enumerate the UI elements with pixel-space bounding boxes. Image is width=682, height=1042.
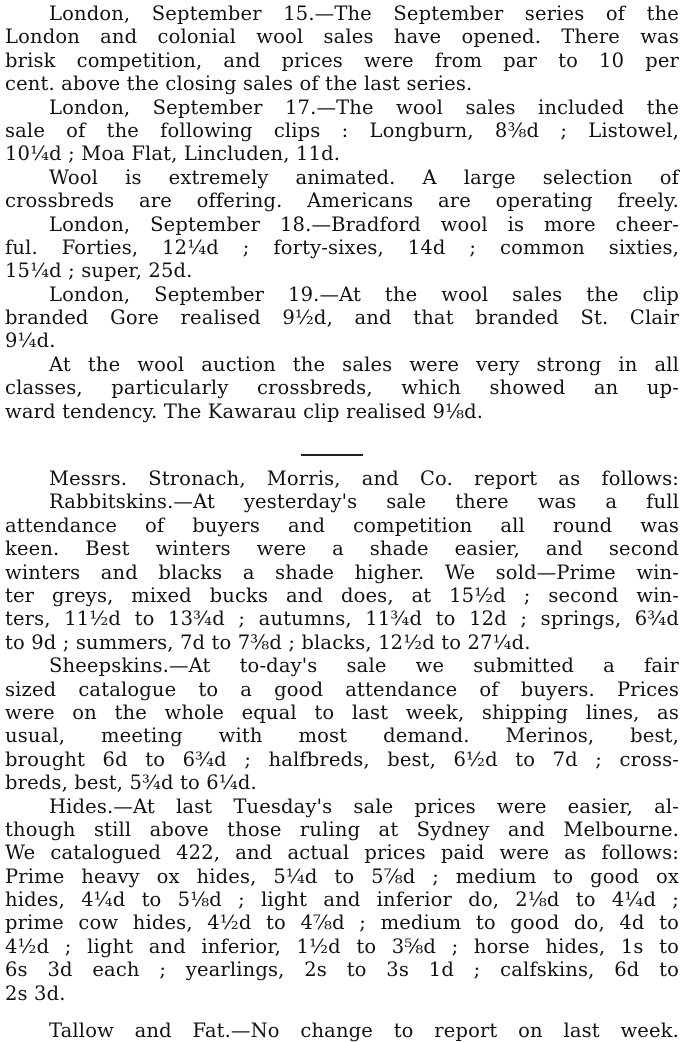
text-line: usual, meeting with most demand. Merinos, best,	[5, 724, 679, 748]
paragraph-sheepskins	[5, 654, 679, 794]
spacer	[5, 1005, 679, 1019]
text-line: winters and blacks a shade higher. We sold—Prime win-	[5, 560, 679, 584]
text-line: brought 6d to 6¾d ; halfbreds, best, 6½d to 7d ; cross-	[5, 747, 679, 771]
text-line: 10¼d ; Moa Flat, Lincluden, 11d.	[5, 142, 341, 166]
paragraph-wool-auction	[5, 353, 679, 423]
paragraph-hides	[5, 795, 679, 1006]
text-line: Rabbitskins.—At yesterday's sale there was a full	[49, 490, 679, 514]
text-line: attendance of buyers and competition all round was	[5, 513, 679, 537]
text-line: Prime heavy ox hides, 5¼d to 5⅞d ; medium to good ox	[5, 864, 679, 888]
text-line: Tallow and Fat.—No change to report on last week.	[49, 1019, 679, 1042]
text-line: Sheepskins.—At to-day's sale we submitted a fair	[49, 654, 679, 678]
text-line: Hides.—At last Tuesday's sale prices were easier, al-	[49, 794, 679, 818]
text-line: London, September 18.—Bradford wool is more cheer-	[49, 212, 679, 236]
paragraph-rabbitskins	[5, 490, 679, 654]
text-line: cent. above the closing sales of the last series.	[5, 72, 473, 96]
divider-rule	[301, 454, 363, 456]
text-line: 15¼d ; super, 25d.	[5, 259, 193, 283]
text-line: London, September 15.—The September series of the	[49, 2, 679, 25]
paragraph-bradford-sept-18	[5, 213, 679, 283]
text-line: 2s 3d.	[5, 981, 66, 1005]
text-line: hides, 4¼d to 5⅛d ; light and inferior do, 2⅛d to 4¼d ;	[5, 888, 679, 912]
section-divider	[5, 443, 679, 467]
paragraph-wool-sept-17	[5, 96, 679, 166]
text-line: brisk competition, and prices were from par to 10 per	[5, 48, 679, 72]
text-line: 9¼d.	[5, 329, 56, 353]
paragraph-tallow-and-fat	[5, 1019, 679, 1042]
text-line: sized catalogue to a good attendance of buyers. Prices	[5, 677, 679, 701]
text-line: were on the whole equal to last week, shipping lines, as	[5, 700, 679, 724]
text-line: London and colonial wool sales have opened. There was	[5, 25, 679, 49]
text-line: Messrs. Stronach, Morris, and Co. report as follows:	[49, 467, 679, 491]
text-line: 6s 3d each ; yearlings, 2s to 3s 1d ; calfskins, 6d to	[5, 958, 679, 982]
text-line: classes, particularly crossbreds, which showed an up-	[5, 376, 679, 400]
paragraph-wool-sept-19	[5, 283, 679, 353]
paragraph-wool-sept-15	[5, 2, 679, 96]
paragraph-wool-animated	[5, 166, 679, 213]
text-line: At the wool auction the sales were very strong in all	[49, 352, 679, 376]
text-line: keen. Best winters were a shade easier, and second	[5, 537, 679, 561]
text-line: though still above those ruling at Sydney and Melbourne.	[5, 817, 679, 841]
text-line: to 9d ; summers, 7d to 7⅜d ; blacks, 12½d to 27¼d.	[5, 630, 531, 654]
text-line: Wool is extremely animated. A large selection of	[49, 165, 679, 189]
text-line: breds, best, 5¾d to 6¼d.	[5, 771, 257, 795]
text-line: sale of the following clips : Longburn, 8⅜d ; Listowel,	[5, 118, 679, 142]
text-line: crossbreds are offering. Americans are operating freely.	[5, 189, 679, 213]
text-line: prime cow hides, 4½d to 4⅞d ; medium to good do, 4d to	[5, 911, 679, 935]
text-line: ful. Forties, 12¼d ; forty-sixes, 14d ; common sixties,	[5, 235, 679, 259]
text-line: ter greys, mixed bucks and does, at 15½d ; second win-	[5, 583, 679, 607]
text-line: ters, 11½d to 13¾d ; autumns, 11¾d to 12d ; springs, 6¾d	[5, 607, 679, 631]
text-line: We catalogued 422, and actual prices paid were as follows:	[5, 841, 679, 865]
text-line: London, September 19.—At the wool sales the clip	[49, 282, 679, 306]
spacer	[5, 423, 679, 443]
text-line: branded Gore realised 9½d, and that branded St. Clair	[5, 306, 679, 330]
text-line: ward tendency. The Kawarau clip realised 9⅛d.	[5, 399, 484, 423]
paragraph-stronach-report	[5, 467, 679, 490]
text-line: London, September 17.—The wool sales included the	[49, 95, 679, 119]
text-line: 4½d ; light and inferior, 1½d to 3⅝d ; horse hides, 1s to	[5, 934, 679, 958]
